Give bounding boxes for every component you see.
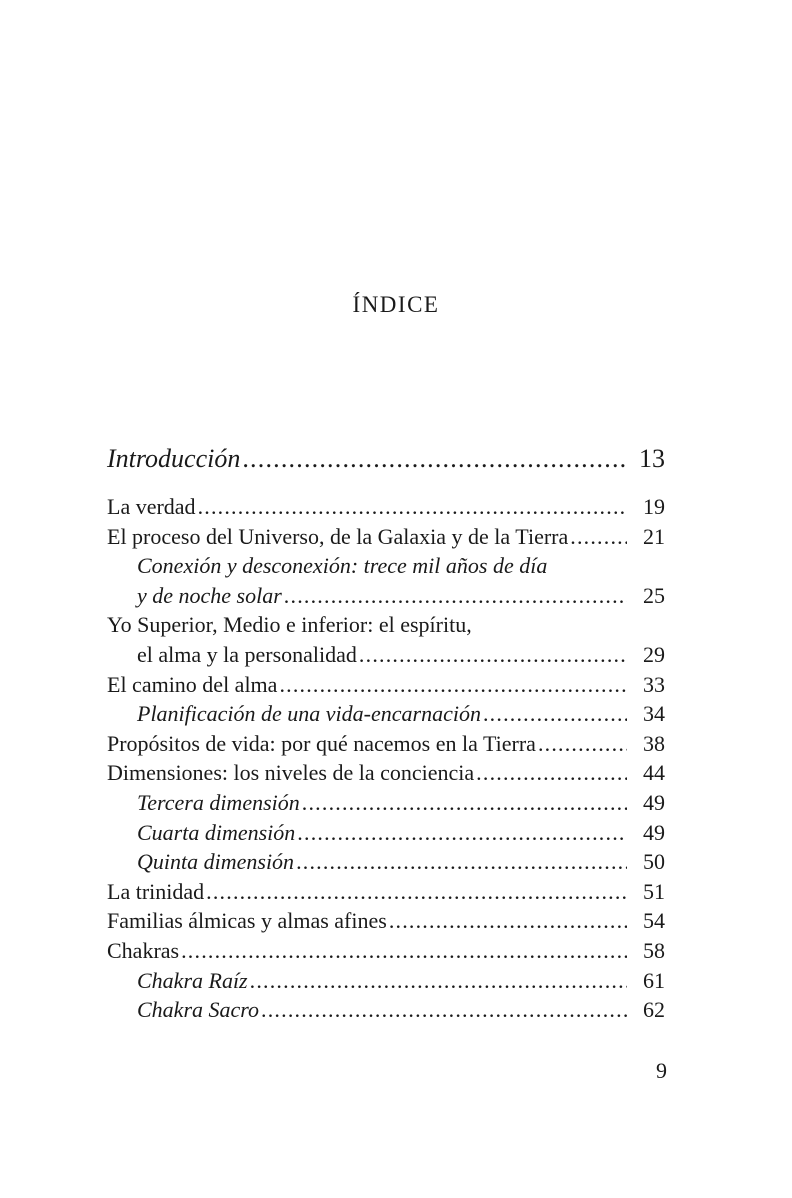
toc-entry-page: 49 xyxy=(643,819,665,845)
toc-entry-label: Yo Superior, Medio e inferior: el espíritu, xyxy=(107,612,472,638)
toc-entry xyxy=(107,906,665,936)
toc-entry-label: Planificación de una vida-encarnación xyxy=(137,701,481,727)
leader-dots xyxy=(570,522,627,552)
toc-entry xyxy=(107,788,665,818)
toc-entry-page: 13 xyxy=(639,444,665,473)
toc-entry-page: 33 xyxy=(643,671,665,697)
leader-dots xyxy=(279,670,627,700)
toc-entry-page: 38 xyxy=(643,730,665,756)
toc-entry xyxy=(107,966,665,996)
toc-entry xyxy=(107,610,665,640)
toc-entry xyxy=(107,581,665,611)
toc-entry-label: Dimensiones: los niveles de la conciencia xyxy=(107,760,475,786)
toc-entry xyxy=(107,936,665,966)
leader-dots xyxy=(302,788,627,818)
leader-dots xyxy=(198,492,627,522)
leader-dots xyxy=(296,847,627,877)
table-of-contents xyxy=(107,440,665,1025)
toc-entry-page: 44 xyxy=(643,760,665,786)
toc-entry xyxy=(107,670,665,700)
leader-dots xyxy=(250,966,627,996)
toc-entry xyxy=(107,522,665,552)
page-title: ÍNDICE xyxy=(352,292,440,317)
toc-entry-label: Familias álmicas y almas afines xyxy=(107,908,387,934)
toc-entry-label: El proceso del Universo, de la Galaxia y de la Tierra xyxy=(107,523,569,549)
toc-entry-label: Conexión y desconexión: trece mil años de día xyxy=(137,553,548,579)
toc-entry xyxy=(107,847,665,877)
toc-entry-page: 21 xyxy=(643,523,665,549)
leader-dots xyxy=(242,440,627,478)
toc-entry-page: 61 xyxy=(643,967,665,993)
toc-entry-page: 51 xyxy=(643,878,665,904)
toc-entry xyxy=(107,699,665,729)
leader-dots xyxy=(206,877,627,907)
toc-entry xyxy=(107,729,665,759)
toc-entry-page: 54 xyxy=(643,908,665,934)
toc-entry-label: Propósitos de vida: por qué nacemos en la Tierra xyxy=(107,730,536,756)
toc-entry-page: 58 xyxy=(643,937,665,963)
leader-dots xyxy=(284,581,627,611)
toc-entry-page: 49 xyxy=(643,789,665,815)
toc-entry-page: 62 xyxy=(643,997,665,1023)
toc-entry-label: Tercera dimensión xyxy=(137,789,300,815)
toc-entry-label: Chakra Sacro xyxy=(137,997,260,1023)
toc-entry-label: El camino del alma xyxy=(107,671,278,697)
toc-entry-label: Introducción xyxy=(107,444,241,473)
leader-dots xyxy=(297,818,627,848)
toc-entry xyxy=(107,640,665,670)
leader-dots xyxy=(483,699,627,729)
toc-entry xyxy=(107,551,665,581)
toc-entry-page: 29 xyxy=(643,641,665,667)
toc-entry-label: Chakras xyxy=(107,937,180,963)
toc-entry-label: Quinta dimensión xyxy=(137,849,295,875)
toc-entry-page: 19 xyxy=(643,494,665,519)
leader-dots xyxy=(389,906,627,936)
toc-entry-page: 34 xyxy=(643,701,665,727)
leader-dots xyxy=(261,995,627,1025)
page-number: 9 xyxy=(656,1058,667,1083)
toc-entry-page: 25 xyxy=(643,582,665,608)
toc-entry-label: el alma y la personalidad xyxy=(137,641,357,667)
toc-entry xyxy=(107,492,665,522)
leader-dots xyxy=(476,758,627,788)
leader-dots xyxy=(538,729,627,759)
toc-entry-label: Cuarta dimensión xyxy=(137,819,296,845)
toc-entry-page: 50 xyxy=(643,849,665,875)
toc-entry xyxy=(107,995,665,1025)
toc-entry xyxy=(107,818,665,848)
toc-entry-label: La verdad xyxy=(107,494,196,519)
leader-dots xyxy=(359,640,627,670)
toc-entry xyxy=(107,877,665,907)
toc-entry-label: y de noche solar xyxy=(137,582,282,608)
toc-entry xyxy=(107,758,665,788)
toc-entry-label: Chakra Raíz xyxy=(137,967,248,993)
toc-entry-introduccion xyxy=(107,440,665,478)
leader-dots xyxy=(181,936,627,966)
toc-entry-label: La trinidad xyxy=(107,878,205,904)
